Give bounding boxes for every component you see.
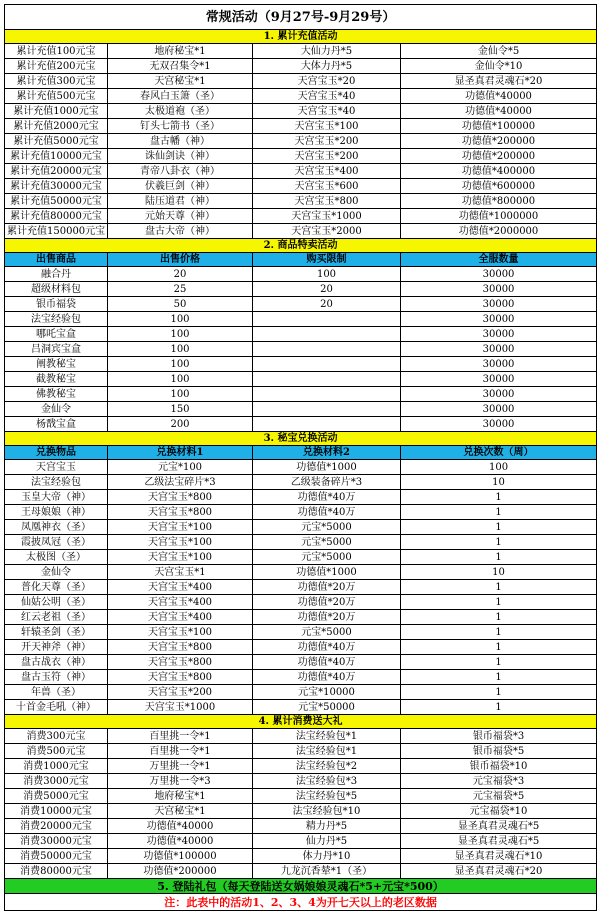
recharge-row — [5, 119, 597, 134]
shop-cell: 30000 — [401, 402, 597, 417]
recharge-cell: 天宫宝玉*200 — [253, 149, 401, 164]
consume-cell: 地府秘宝*1 — [108, 789, 253, 804]
recharge-cell: 功德值*2000000 — [401, 224, 597, 239]
shop-cell: 100 — [108, 372, 253, 387]
recharge-row — [5, 89, 597, 104]
recharge-heading-row — [5, 30, 597, 44]
recharge-row — [5, 224, 597, 239]
exchange-row — [5, 520, 597, 535]
login-gift-row — [5, 879, 597, 894]
recharge-cell: 青帝八卦衣（神） — [108, 164, 253, 179]
recharge-cell: 功德值*800000 — [401, 194, 597, 209]
consume-row — [5, 744, 597, 759]
exchange-cell: 天宫宝玉*400 — [108, 580, 253, 595]
recharge-cell: 显圣真君灵魂石*20 — [401, 74, 597, 89]
recharge-cell: 盘古大帝（神） — [108, 224, 253, 239]
exchange-cell: 1 — [401, 505, 597, 520]
recharge-cell: 功德值*200000 — [401, 149, 597, 164]
exchange-column-header: 兑换次数（周） — [401, 446, 597, 460]
consume-cell: 消费1000元宝 — [5, 759, 108, 774]
consume-heading: 4. 累计消费送大礼 — [5, 715, 597, 729]
recharge-cell: 春风白玉箫（圣） — [108, 89, 253, 104]
shop-row — [5, 387, 597, 402]
shop-cell: 100 — [108, 357, 253, 372]
shop-row — [5, 327, 597, 342]
exchange-cell: 天宫宝玉*400 — [108, 595, 253, 610]
title-row — [5, 5, 597, 30]
shop-cell — [253, 372, 401, 387]
consume-cell: 百里挑一令*1 — [108, 729, 253, 744]
recharge-row — [5, 194, 597, 209]
shop-cell: 20 — [253, 282, 401, 297]
shop-row — [5, 372, 597, 387]
shop-cell: 30000 — [401, 282, 597, 297]
shop-cell: 哪吒宝盒 — [5, 327, 108, 342]
exchange-cell: 功德值*40万 — [253, 670, 401, 685]
consume-cell: 显圣真君灵魂石*20 — [401, 864, 597, 879]
shop-cell: 30000 — [401, 267, 597, 282]
shop-row — [5, 357, 597, 372]
shop-cell — [253, 387, 401, 402]
exchange-cell: 天宫宝玉*1000 — [108, 700, 253, 715]
activity-table — [4, 4, 597, 911]
recharge-cell: 金仙令*5 — [401, 44, 597, 59]
recharge-cell: 天宫宝玉*40 — [253, 104, 401, 119]
shop-header-row — [5, 253, 597, 267]
exchange-cell: 1 — [401, 550, 597, 565]
exchange-cell: 1 — [401, 535, 597, 550]
consume-row — [5, 729, 597, 744]
recharge-row — [5, 134, 597, 149]
consume-cell: 万里挑一令*3 — [108, 774, 253, 789]
exchange-cell: 功德值*40万 — [253, 490, 401, 505]
exchange-row — [5, 505, 597, 520]
exchange-cell: 1 — [401, 655, 597, 670]
recharge-row — [5, 179, 597, 194]
recharge-cell: 钉头七箭书（圣） — [108, 119, 253, 134]
recharge-cell: 累计充值80000元宝 — [5, 209, 108, 224]
shop-heading: 2. 商品特卖活动 — [5, 239, 597, 253]
recharge-cell: 功德值*400000 — [401, 164, 597, 179]
consume-cell: 元宝福袋*10 — [401, 804, 597, 819]
recharge-row — [5, 164, 597, 179]
exchange-heading: 3. 秘宝兑换活动 — [5, 432, 597, 446]
exchange-cell: 元宝*5000 — [253, 535, 401, 550]
exchange-cell: 功德值*20万 — [253, 580, 401, 595]
shop-cell: 100 — [108, 312, 253, 327]
exchange-cell: 1 — [401, 520, 597, 535]
exchange-cell: 天宫宝玉*800 — [108, 670, 253, 685]
consume-cell: 消费80000元宝 — [5, 864, 108, 879]
recharge-cell: 累计充值500元宝 — [5, 89, 108, 104]
consume-cell: 功德值*100000 — [108, 849, 253, 864]
exchange-cell: 霞披凤冠（圣） — [5, 535, 108, 550]
recharge-cell: 盘古幡（神） — [108, 134, 253, 149]
consume-cell: 百里挑一令*1 — [108, 744, 253, 759]
recharge-cell: 累计充值1000元宝 — [5, 104, 108, 119]
exchange-cell: 功德值*20万 — [253, 595, 401, 610]
shop-row — [5, 312, 597, 327]
exchange-cell: 10 — [401, 565, 597, 580]
exchange-cell: 盘古玉符（神） — [5, 670, 108, 685]
shop-cell: 100 — [108, 327, 253, 342]
recharge-row — [5, 209, 597, 224]
shop-cell: 金仙令 — [5, 402, 108, 417]
recharge-cell: 累计充值50000元宝 — [5, 194, 108, 209]
shop-cell: 30000 — [401, 312, 597, 327]
consume-cell: 银币福袋*5 — [401, 744, 597, 759]
exchange-cell: 1 — [401, 625, 597, 640]
shop-cell — [253, 312, 401, 327]
consume-cell: 天宫秘宝*1 — [108, 804, 253, 819]
recharge-row — [5, 149, 597, 164]
recharge-cell: 天宫宝玉*20 — [253, 74, 401, 89]
exchange-header-row — [5, 446, 597, 460]
exchange-cell: 王母娘娘（神） — [5, 505, 108, 520]
shop-cell: 融合丹 — [5, 267, 108, 282]
consume-cell: 元宝福袋*5 — [401, 789, 597, 804]
shop-cell: 50 — [108, 297, 253, 312]
exchange-cell: 1 — [401, 685, 597, 700]
exchange-cell: 1 — [401, 700, 597, 715]
shop-cell: 30000 — [401, 327, 597, 342]
consume-row — [5, 804, 597, 819]
exchange-cell: 金仙令 — [5, 565, 108, 580]
exchange-cell: 1 — [401, 595, 597, 610]
shop-cell: 截教秘宝 — [5, 372, 108, 387]
exchange-cell: 盘古战衣（神） — [5, 655, 108, 670]
consume-cell: 显圣真君灵魂石*10 — [401, 849, 597, 864]
consume-cell: 显圣真君灵魂石*5 — [401, 819, 597, 834]
exchange-cell: 功德值*40万 — [253, 505, 401, 520]
consume-cell: 法宝经验包*1 — [253, 729, 401, 744]
exchange-cell: 天宫宝玉 — [5, 460, 108, 475]
exchange-cell: 普化天尊（圣） — [5, 580, 108, 595]
exchange-cell: 天宫宝玉*100 — [108, 520, 253, 535]
exchange-cell: 天宫宝玉*400 — [108, 610, 253, 625]
recharge-heading: 1. 累计充值活动 — [5, 30, 597, 44]
consume-cell: 法宝经验包*10 — [253, 804, 401, 819]
recharge-cell: 天宫宝玉*100 — [253, 119, 401, 134]
exchange-cell: 凤凰神衣（圣） — [5, 520, 108, 535]
exchange-cell: 太极图（圣） — [5, 550, 108, 565]
exchange-row — [5, 700, 597, 715]
recharge-cell: 天宫宝玉*400 — [253, 164, 401, 179]
exchange-row — [5, 580, 597, 595]
exchange-cell: 乙级法宝碎片*3 — [108, 475, 253, 490]
shop-cell: 100 — [253, 267, 401, 282]
recharge-cell: 陆压道君（神） — [108, 194, 253, 209]
exchange-row — [5, 655, 597, 670]
exchange-row — [5, 490, 597, 505]
consume-row — [5, 864, 597, 879]
consume-row — [5, 849, 597, 864]
shop-row — [5, 417, 597, 432]
shop-cell: 200 — [108, 417, 253, 432]
recharge-cell: 累计充值10000元宝 — [5, 149, 108, 164]
recharge-cell: 累计充值300元宝 — [5, 74, 108, 89]
exchange-cell: 元宝*5000 — [253, 625, 401, 640]
consume-cell: 九龙沉香辇*1（圣） — [253, 864, 401, 879]
consume-cell: 消费50000元宝 — [5, 849, 108, 864]
consume-cell: 元宝福袋*3 — [401, 774, 597, 789]
shop-cell: 30000 — [401, 387, 597, 402]
exchange-row — [5, 610, 597, 625]
exchange-cell: 天宫宝玉*800 — [108, 655, 253, 670]
recharge-cell: 累计充值200元宝 — [5, 59, 108, 74]
shop-cell: 30000 — [401, 357, 597, 372]
exchange-row — [5, 685, 597, 700]
recharge-cell: 天宫宝玉*200 — [253, 134, 401, 149]
exchange-cell: 功德值*40万 — [253, 640, 401, 655]
recharge-cell: 大体力丹*5 — [253, 59, 401, 74]
exchange-cell: 1 — [401, 610, 597, 625]
shop-cell: 银币福袋 — [5, 297, 108, 312]
consume-cell: 消费500元宝 — [5, 744, 108, 759]
consume-row — [5, 774, 597, 789]
recharge-cell: 无双召集令*1 — [108, 59, 253, 74]
exchange-cell: 10 — [401, 475, 597, 490]
consume-cell: 消费3000元宝 — [5, 774, 108, 789]
consume-cell: 法宝经验包*3 — [253, 774, 401, 789]
recharge-cell: 功德值*40000 — [401, 89, 597, 104]
recharge-cell: 元始天尊（神） — [108, 209, 253, 224]
shop-cell: 阐教秘宝 — [5, 357, 108, 372]
shop-row — [5, 282, 597, 297]
shop-heading-row — [5, 239, 597, 253]
shop-row — [5, 297, 597, 312]
exchange-heading-row — [5, 432, 597, 446]
exchange-cell: 乙级装备碎片*3 — [253, 475, 401, 490]
exchange-row — [5, 460, 597, 475]
exchange-cell: 法宝经验包 — [5, 475, 108, 490]
shop-cell: 150 — [108, 402, 253, 417]
recharge-cell: 功德值*600000 — [401, 179, 597, 194]
exchange-cell: 天宫宝玉*800 — [108, 490, 253, 505]
recharge-cell: 功德值*40000 — [401, 104, 597, 119]
shop-row — [5, 342, 597, 357]
exchange-cell: 开天神斧（神） — [5, 640, 108, 655]
exchange-cell: 1 — [401, 670, 597, 685]
exchange-row — [5, 565, 597, 580]
shop-cell: 超级材料包 — [5, 282, 108, 297]
exchange-cell: 元宝*5000 — [253, 520, 401, 535]
consume-row — [5, 789, 597, 804]
exchange-row — [5, 535, 597, 550]
consume-cell: 仙力丹*5 — [253, 834, 401, 849]
note-row — [5, 894, 597, 911]
recharge-cell: 累计充值2000元宝 — [5, 119, 108, 134]
exchange-cell: 1 — [401, 580, 597, 595]
recharge-cell: 天宫宝玉*1000 — [253, 209, 401, 224]
consume-cell: 消费20000元宝 — [5, 819, 108, 834]
recharge-row — [5, 74, 597, 89]
recharge-cell: 累计充值150000元宝 — [5, 224, 108, 239]
exchange-row — [5, 625, 597, 640]
shop-cell — [253, 417, 401, 432]
exchange-column-header: 兑换材料1 — [108, 446, 253, 460]
exchange-cell: 天宫宝玉*800 — [108, 640, 253, 655]
shop-cell — [253, 357, 401, 372]
exchange-cell: 天宫宝玉*200 — [108, 685, 253, 700]
consume-row — [5, 819, 597, 834]
shop-row — [5, 267, 597, 282]
exchange-cell: 功德值*40万 — [253, 655, 401, 670]
exchange-cell: 红云老祖（圣） — [5, 610, 108, 625]
exchange-cell: 年兽（圣） — [5, 685, 108, 700]
consume-cell: 万里挑一令*1 — [108, 759, 253, 774]
shop-cell — [253, 342, 401, 357]
exchange-column-header: 兑换材料2 — [253, 446, 401, 460]
exchange-row — [5, 640, 597, 655]
exchange-cell: 天宫宝玉*100 — [108, 550, 253, 565]
consume-cell: 银币福袋*3 — [401, 729, 597, 744]
shop-cell: 25 — [108, 282, 253, 297]
exchange-cell: 天宫宝玉*100 — [108, 625, 253, 640]
recharge-cell: 功德值*100000 — [401, 119, 597, 134]
shop-cell: 吕洞宾宝盒 — [5, 342, 108, 357]
shop-cell: 佛教秘宝 — [5, 387, 108, 402]
shop-column-header: 全服数量 — [401, 253, 597, 267]
exchange-cell: 功德值*20万 — [253, 610, 401, 625]
exchange-cell: 功德值*1000 — [253, 460, 401, 475]
recharge-cell: 伏羲巨剑（神） — [108, 179, 253, 194]
consume-cell: 银币福袋*10 — [401, 759, 597, 774]
shop-cell: 法宝经验包 — [5, 312, 108, 327]
shop-column-header: 出售价格 — [108, 253, 253, 267]
recharge-cell: 功德值*200000 — [401, 134, 597, 149]
consume-cell: 体力丹*10 — [253, 849, 401, 864]
shop-row — [5, 402, 597, 417]
recharge-cell: 太极道袍（圣） — [108, 104, 253, 119]
exchange-row — [5, 475, 597, 490]
exchange-cell: 仙姑公明（圣） — [5, 595, 108, 610]
shop-cell — [253, 402, 401, 417]
exchange-row — [5, 595, 597, 610]
exchange-cell: 元宝*50000 — [253, 700, 401, 715]
recharge-row — [5, 59, 597, 74]
shop-cell: 杨戬宝盒 — [5, 417, 108, 432]
consume-cell: 法宝经验包*1 — [253, 744, 401, 759]
shop-cell: 20 — [253, 297, 401, 312]
exchange-cell: 元宝*100 — [108, 460, 253, 475]
exchange-cell: 功德值*1000 — [253, 565, 401, 580]
consume-row — [5, 834, 597, 849]
exchange-cell: 天宫宝玉*800 — [108, 505, 253, 520]
consume-cell: 消费10000元宝 — [5, 804, 108, 819]
exchange-row — [5, 670, 597, 685]
exchange-cell: 轩辕圣剑（圣） — [5, 625, 108, 640]
consume-row — [5, 759, 597, 774]
exchange-cell: 玉皇大帝（神） — [5, 490, 108, 505]
recharge-row — [5, 104, 597, 119]
exchange-cell: 十首金毛吼（神） — [5, 700, 108, 715]
recharge-cell: 天宫宝玉*600 — [253, 179, 401, 194]
footnote: 注：此表中的活动1、2、3、4为开七天以上的老区数据 — [5, 894, 597, 911]
recharge-cell: 累计充值20000元宝 — [5, 164, 108, 179]
consume-cell: 消费5000元宝 — [5, 789, 108, 804]
consume-heading-row — [5, 715, 597, 729]
recharge-cell: 大仙力丹*5 — [253, 44, 401, 59]
recharge-cell: 累计充值30000元宝 — [5, 179, 108, 194]
recharge-row — [5, 44, 597, 59]
exchange-cell: 1 — [401, 490, 597, 505]
exchange-cell: 天宫宝玉*100 — [108, 535, 253, 550]
exchange-cell: 100 — [401, 460, 597, 475]
exchange-column-header: 兑换物品 — [5, 446, 108, 460]
recharge-cell: 地府秘宝*1 — [108, 44, 253, 59]
consume-cell: 消费30000元宝 — [5, 834, 108, 849]
shop-cell — [253, 327, 401, 342]
recharge-cell: 天宫宝玉*2000 — [253, 224, 401, 239]
sheet-title: 常规活动（9月27号-9月29号） — [5, 5, 597, 30]
recharge-cell: 累计充值100元宝 — [5, 44, 108, 59]
shop-cell: 30000 — [401, 417, 597, 432]
exchange-cell: 元宝*10000 — [253, 685, 401, 700]
shop-cell: 30000 — [401, 372, 597, 387]
consume-cell: 功德值*40000 — [108, 834, 253, 849]
shop-cell: 100 — [108, 342, 253, 357]
exchange-cell: 元宝*5000 — [253, 550, 401, 565]
exchange-cell: 1 — [401, 640, 597, 655]
consume-cell: 精力丹*5 — [253, 819, 401, 834]
exchange-row — [5, 550, 597, 565]
shop-column-header: 出售商品 — [5, 253, 108, 267]
consume-cell: 功德值*200000 — [108, 864, 253, 879]
shop-column-header: 购买限制 — [253, 253, 401, 267]
consume-cell: 法宝经验包*2 — [253, 759, 401, 774]
consume-cell: 显圣真君灵魂石*5 — [401, 834, 597, 849]
consume-cell: 法宝经验包*5 — [253, 789, 401, 804]
recharge-cell: 诛仙剑诀（神） — [108, 149, 253, 164]
recharge-cell: 天宫秘宝*1 — [108, 74, 253, 89]
recharge-cell: 累计充值5000元宝 — [5, 134, 108, 149]
shop-cell: 30000 — [401, 342, 597, 357]
consume-cell: 消费300元宝 — [5, 729, 108, 744]
shop-cell: 30000 — [401, 297, 597, 312]
recharge-cell: 金仙令*10 — [401, 59, 597, 74]
login-gift-banner: 5. 登陆礼包（每天登陆送女娲娘娘灵魂石*5+元宝*500） — [5, 879, 597, 894]
shop-cell: 20 — [108, 267, 253, 282]
shop-cell: 100 — [108, 387, 253, 402]
exchange-cell: 天宫宝玉*1 — [108, 565, 253, 580]
recharge-cell: 天宫宝玉*800 — [253, 194, 401, 209]
consume-cell: 功德值*40000 — [108, 819, 253, 834]
recharge-cell: 天宫宝玉*40 — [253, 89, 401, 104]
recharge-cell: 功德值*1000000 — [401, 209, 597, 224]
